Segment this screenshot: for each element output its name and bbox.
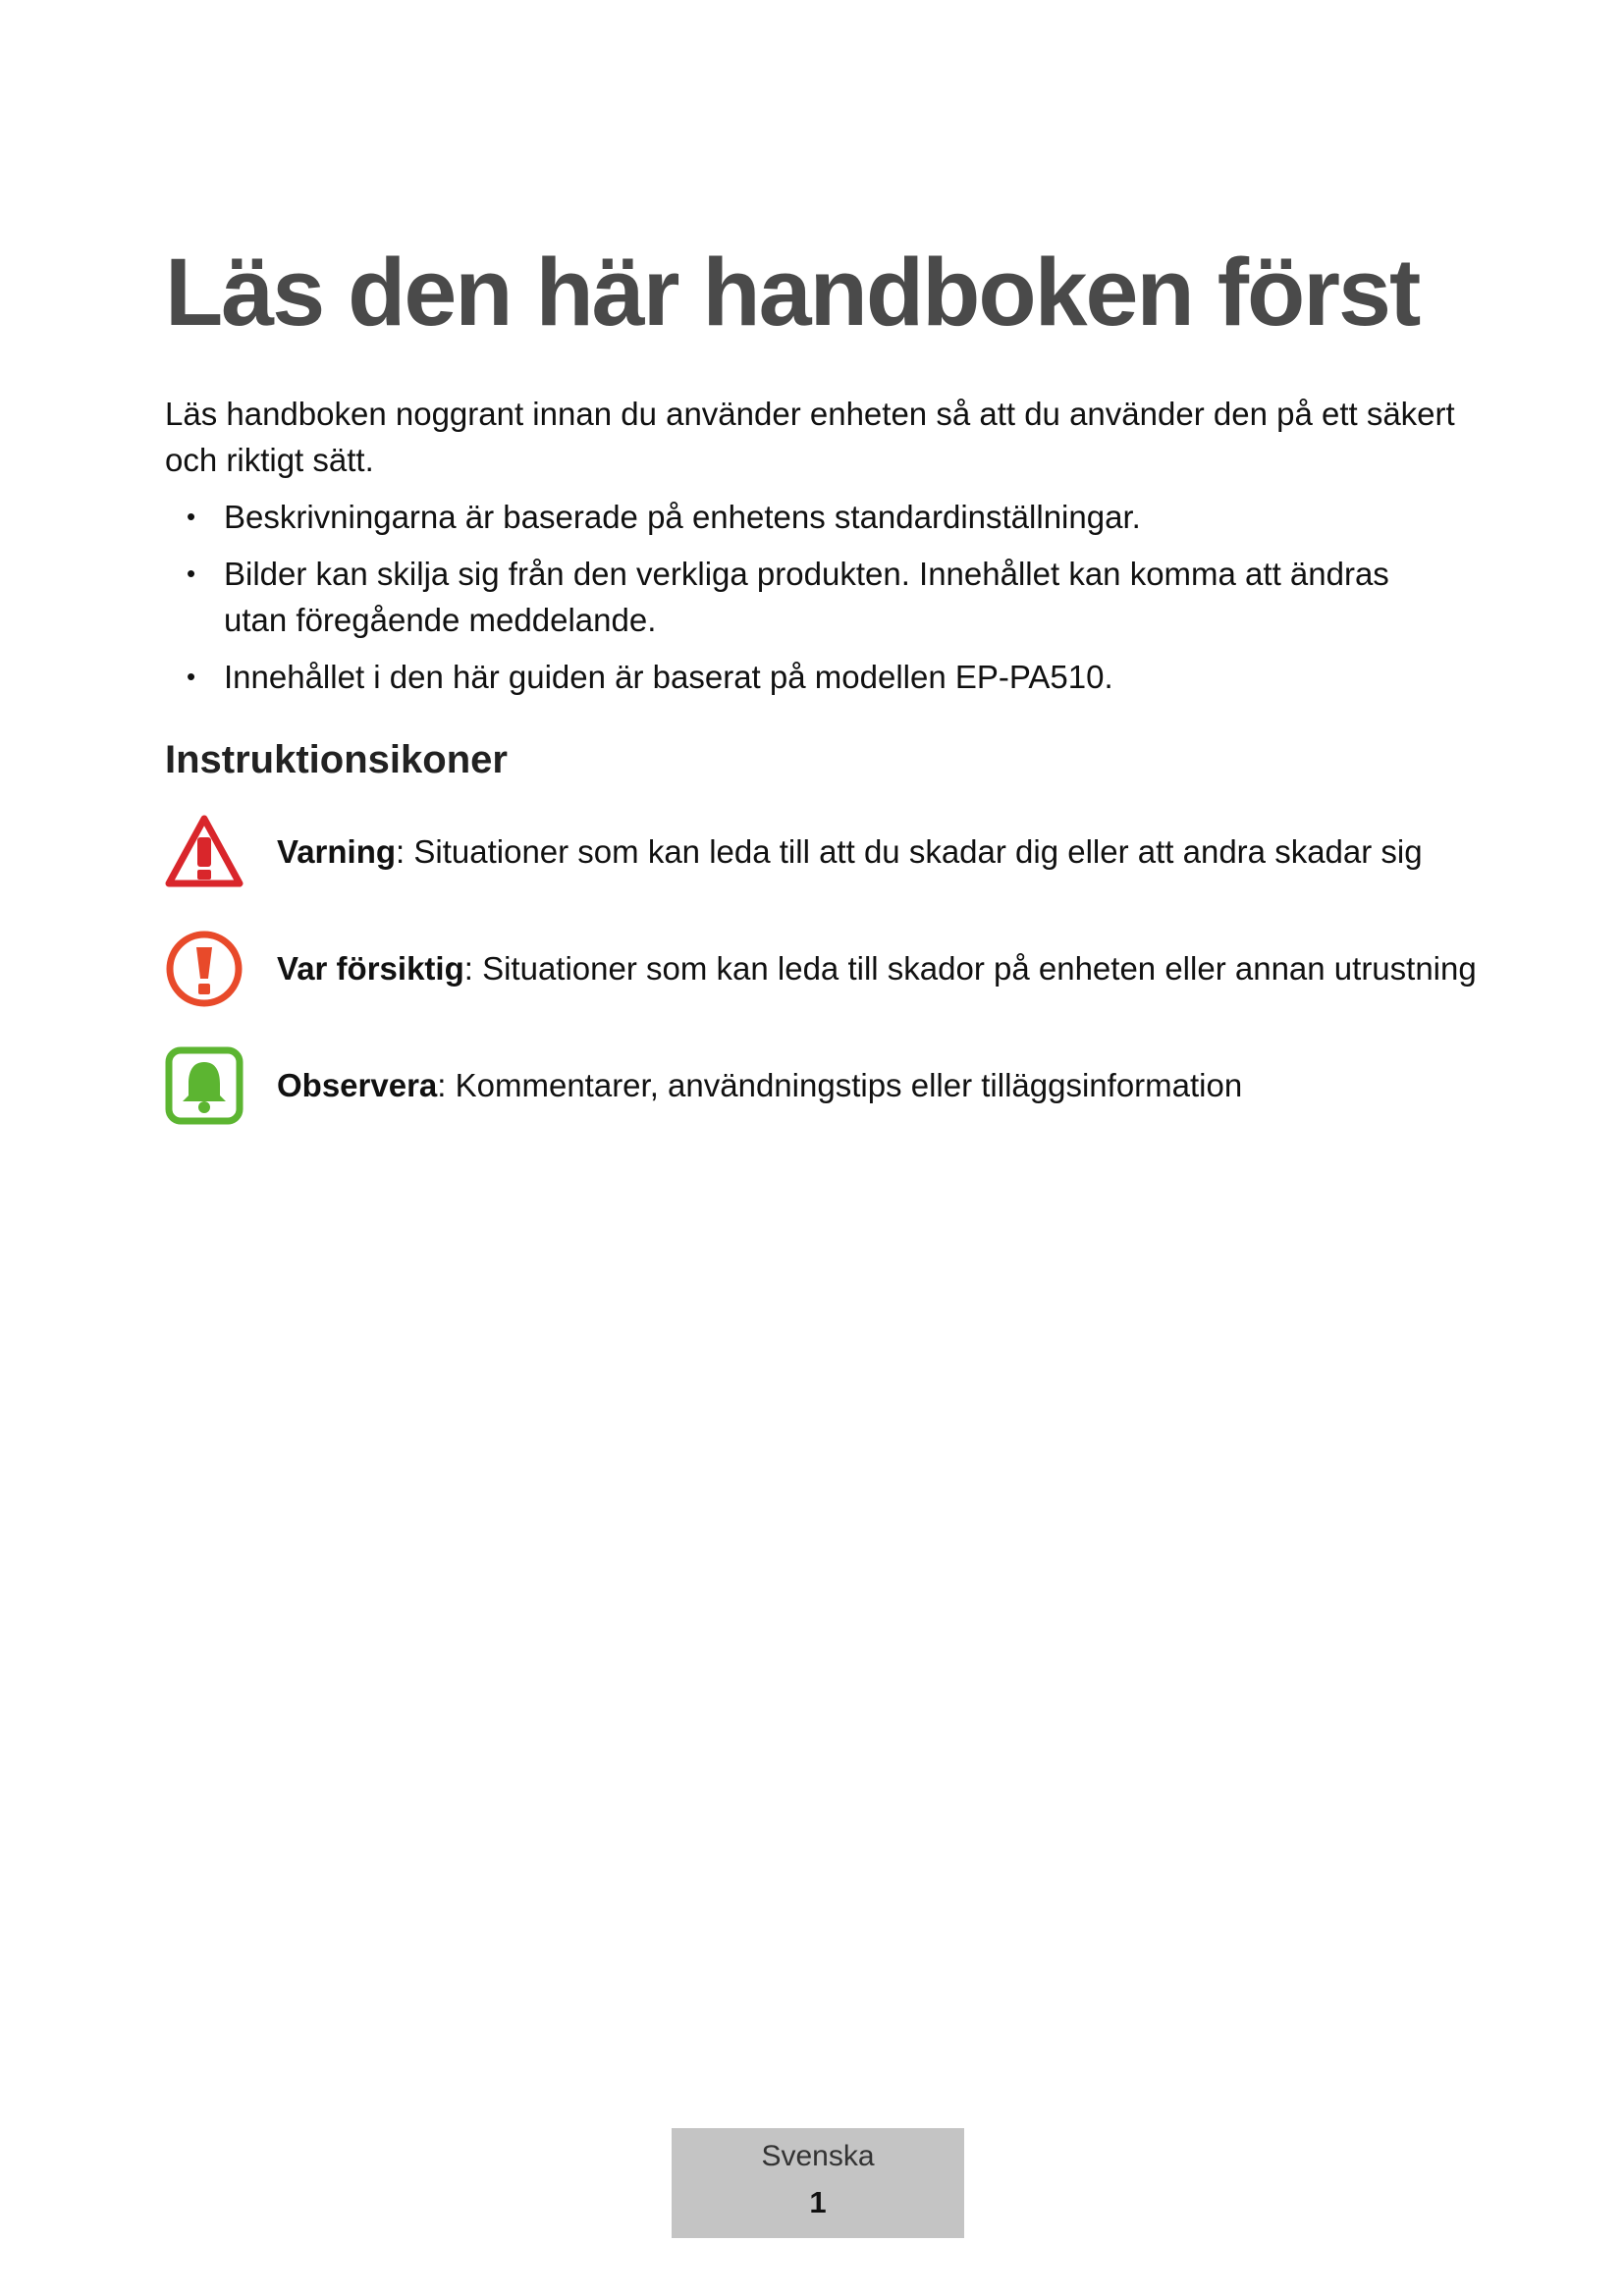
list-item: • Bilder kan skilja sig från den verkliga produkten. Innehållet kan komma att ändras utan föregående meddelande. — [165, 551, 1432, 643]
footer-language: Svenska — [761, 2140, 875, 2172]
note-bell-icon — [165, 1046, 244, 1125]
bullet-list — [165, 494, 1432, 711]
caution-circle-icon — [165, 930, 244, 1008]
caution-row: Var försiktig: Situationer som kan leda till skador på enheten eller annan utrustning — [165, 930, 1471, 1012]
list-item: • Innehållet i den här guiden är baserat på modellen EP-PA510. — [165, 654, 1432, 700]
footer-page-box — [672, 2128, 964, 2238]
warning-triangle-icon — [165, 813, 244, 891]
note-text: Kommentarer, användningstips eller tilläggsinformation — [446, 1067, 1243, 1103]
bullet-icon: • — [187, 662, 196, 691]
warning-text: Situationer som kan leda till att du skadar dig eller att andra skadar sig — [405, 833, 1423, 870]
note-label: Observera — [277, 1067, 438, 1103]
page-number: 1 — [809, 2185, 827, 2219]
warning-label: Varning — [277, 833, 397, 870]
note-row: Observera: Kommentarer, användningstips eller tilläggsinformation — [165, 1046, 1471, 1129]
intro-paragraph: Läs handboken noggrant innan du använder enheten så att du använder den på ett säkert och riktigt sätt. — [165, 396, 1455, 478]
bullet-icon: • — [187, 502, 196, 531]
bullet-icon: • — [187, 559, 196, 588]
list-item: • Beskrivningarna är baserade på enhetens standardinställningar. — [165, 494, 1432, 540]
page-title: Läs den här handboken först — [165, 239, 1420, 346]
section-heading: Instruktionsikoner — [165, 738, 508, 781]
warning-row: Varning: Situationer som kan leda till att du skadar dig eller att andra skadar sig — [165, 813, 1471, 895]
caution-text: Situationer som kan leda till skador på enheten eller annan utrustning — [472, 950, 1477, 987]
caution-label: Var försiktig — [277, 950, 464, 987]
